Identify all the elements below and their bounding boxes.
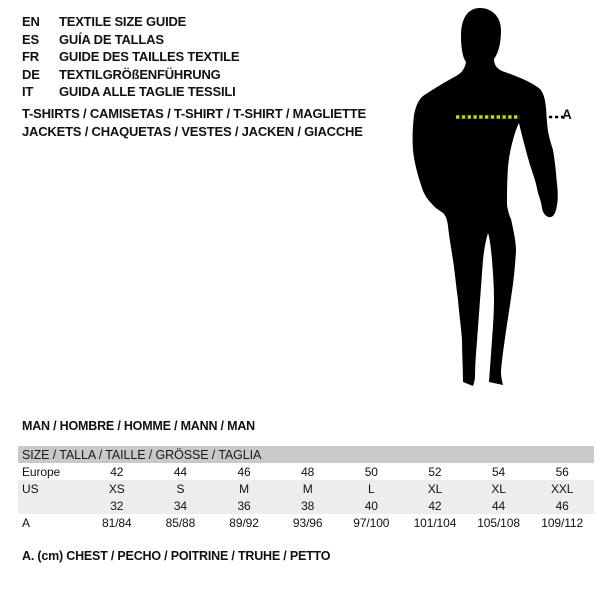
table-cell: 48 xyxy=(301,464,315,479)
table-cell: 52 xyxy=(428,464,442,479)
table-cell: 85/88 xyxy=(165,515,196,530)
table-cell: 42 xyxy=(110,464,124,479)
measurement-footnote: A. (cm) CHEST / PECHO / POITRINE / TRUHE / PETTO xyxy=(22,549,331,563)
table-cell: XL xyxy=(427,481,443,496)
table-cell: 40 xyxy=(364,498,378,513)
table-cell: 46 xyxy=(555,498,569,513)
table-cell: 81/84 xyxy=(102,515,132,530)
language-label: TEXTILE SIZE GUIDE xyxy=(59,14,187,30)
language-code: ES xyxy=(22,31,39,47)
language-label: TEXTILGRÖßENFÜHRUNG xyxy=(59,66,221,82)
table-cell: M xyxy=(239,481,250,496)
language-list xyxy=(22,13,239,101)
table-cell: 34 xyxy=(173,498,188,513)
language-row xyxy=(22,83,239,101)
row-label: US xyxy=(22,481,39,496)
table-cell: XS xyxy=(108,481,125,496)
language-code: EN xyxy=(22,14,40,30)
table-cell: 50 xyxy=(364,464,378,479)
table-cell: M xyxy=(302,481,313,496)
language-code: FR xyxy=(22,49,39,65)
table-cell: L xyxy=(368,481,375,496)
table-row-us xyxy=(18,480,594,497)
table-row-chest-a xyxy=(18,514,594,531)
man-silhouette-figure xyxy=(403,4,573,390)
section-title-man: MAN / HOMBRE / HOMME / MANN / MAN xyxy=(22,419,255,433)
table-cell: 105/108 xyxy=(477,515,520,530)
language-label: GUIDA ALLE TAGLIE TESSILI xyxy=(59,84,236,100)
table-cell: 44 xyxy=(173,464,188,479)
man-silhouette-path xyxy=(413,8,558,386)
table-cell: 44 xyxy=(491,498,506,513)
table-cell: 101/104 xyxy=(413,515,457,530)
size-table-header: SIZE / TALLA / TAILLE / GRÖSSE / TAGLIA xyxy=(18,446,594,463)
language-row xyxy=(22,31,239,49)
category-lines xyxy=(22,105,366,141)
table-cell: 109/112 xyxy=(541,515,584,530)
table-cell: S xyxy=(176,481,185,496)
table-cell: 89/92 xyxy=(229,515,259,530)
category-jackets: JACKETS / CHAQUETAS / VESTES / JACKEN / GIACCHE xyxy=(22,124,363,139)
table-cell: 42 xyxy=(428,498,442,513)
table-cell: 54 xyxy=(491,464,506,479)
table-cell: XXL xyxy=(550,481,574,496)
table-cell: 93/96 xyxy=(292,515,323,530)
row-label: Europe xyxy=(22,464,61,479)
table-cell: 56 xyxy=(555,464,569,479)
measurement-label-a: A xyxy=(562,107,572,122)
table-row-europe xyxy=(18,463,594,480)
table-row-us-numeric xyxy=(18,497,594,514)
table-cell: XL xyxy=(491,481,506,496)
table-cell: 38 xyxy=(301,498,315,513)
language-label: GUÍA DE TALLAS xyxy=(59,31,164,47)
table-cell: 32 xyxy=(110,498,124,513)
language-row xyxy=(22,66,239,84)
size-table xyxy=(18,446,594,531)
table-cell: 46 xyxy=(237,464,251,479)
table-cell: 97/100 xyxy=(353,515,390,530)
row-label: A xyxy=(22,515,30,530)
man-silhouette-icon xyxy=(403,4,573,390)
language-label: GUIDE DES TAILLES TEXTILE xyxy=(59,49,240,65)
language-row xyxy=(22,13,239,31)
language-row xyxy=(22,48,239,66)
language-code: DE xyxy=(22,66,40,82)
table-cell: 36 xyxy=(237,498,251,513)
language-code: IT xyxy=(22,84,34,100)
category-tshirts: T-SHIRTS / CAMISETAS / T-SHIRT / T-SHIRT / MAGLIETTE xyxy=(22,106,366,121)
